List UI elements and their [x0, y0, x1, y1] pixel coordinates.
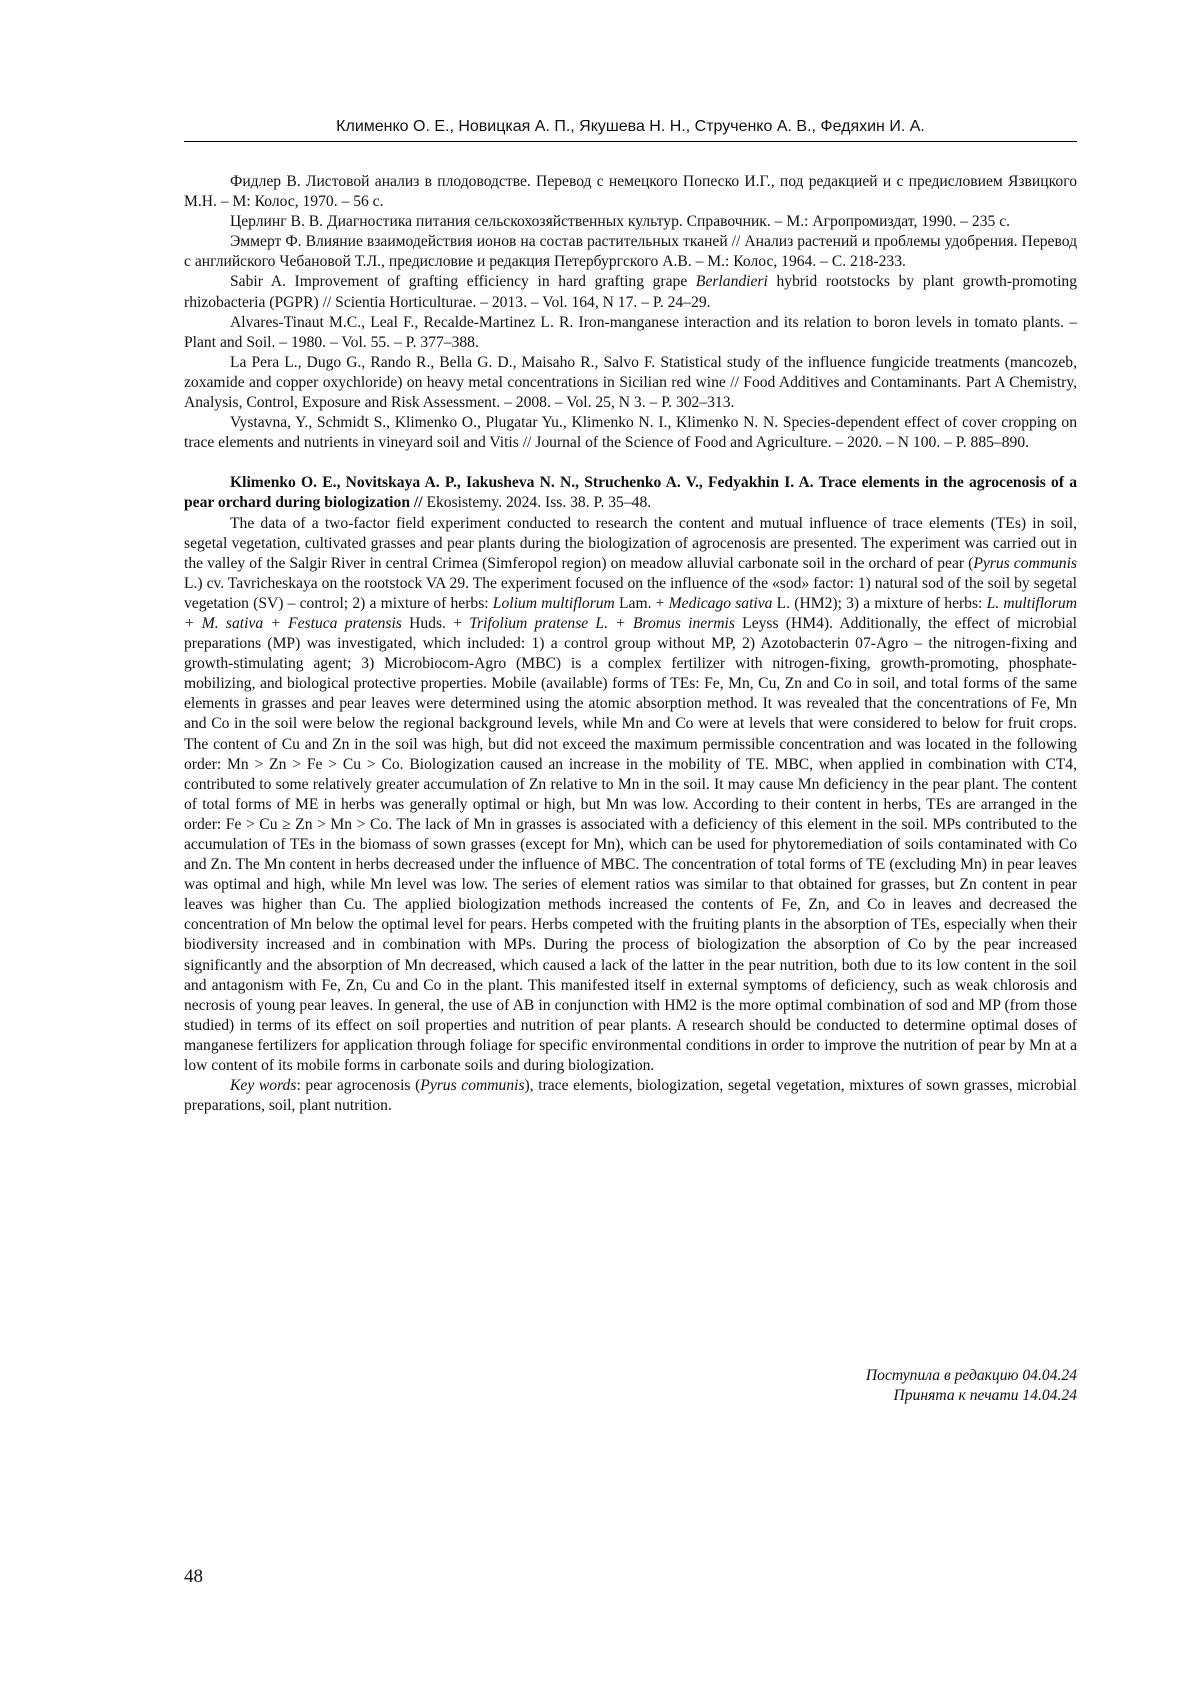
reference-item — [184, 172, 1077, 212]
abstract-run: Medicago sativa — [668, 594, 773, 612]
reference-item — [184, 232, 1077, 272]
reference-run: Berlandieri — [695, 273, 768, 291]
english-abstract — [184, 473, 1077, 1116]
abstract-citation: Ekosistemy. 2024. Iss. 38. P. 35–48. — [422, 494, 652, 512]
abstract-run: Lolium multiflorum — [492, 594, 615, 612]
abstract-run: Trifolium pratense L. + Bromus inermis — [469, 614, 735, 632]
page-number: 48 — [184, 1566, 203, 1587]
reference-list — [184, 172, 1077, 453]
reference-run: Фидлер В. Листовой анализ в плодоводстве. Перевод с немецкого Попеско И.Г., под редакцией и с предисловием Язвицкого М.Н. – М: Колос, 1970. – 56 с. — [184, 173, 1077, 211]
abstract-run: The data of a two-factor field experiment conducted to research the content and mutual influence of trace elements (TEs) in soil, segetal vegetation, cultivated grasses and pear plants during the biologization of agrocenosis are presented. The experiment was carried out in the valley of the Salgir River in central Crimea (Simferopol region) on meadow alluvial carbonate soil in the orchard of pear ( — [184, 514, 1077, 572]
abstract-run: L.) cv. Tavricheskaya on the rootstock VA 29. The experiment focused on the influence of the «sod» factor: 1) natural sod of the soil by segetal vegetation (SV) – control; 2) a mixture of herbs: — [184, 574, 1077, 612]
reference-item — [184, 212, 1077, 232]
main-content — [184, 172, 1077, 1116]
abstract-title: Klimenko O. E., Novitskaya A. P., Iakusheva N. N., Struchenko A. V., Fedyakhin I. A. Trace elements in the agrocenosis of a pear orchard during biologization // — [184, 474, 1077, 512]
reference-run: Церлинг В. В. Диагностика питания сельскохозяйственных культур. Справочник. – М.: Агропромиздат, 1990. – 235 с. — [230, 213, 1011, 231]
keywords-run: Pyrus communis — [420, 1077, 525, 1095]
keywords-run: : pear agrocenosis ( — [296, 1077, 421, 1095]
reference-run: hybrid rootstocks by plant growth-promoting rhizobacteria (PGPR) // Scientia Horticulturae. – 2013. – Vol. 164, N 17. – P. 24–29. — [184, 273, 1077, 311]
reference-run: La Pera L., Dugo G., Rando R., Bella G. D., Maisaho R., Salvo F. Statistical study of the influence fungicide treatments (mancozeb, zoxamide and copper oxychloride) on heavy metal concentrations in Sicilian red wine // Food Additives and Contaminants. Part A Chemistry, Analysis, Control, Exposure and Risk Assessment. – 2008. – Vol. 25, N 3. – P. 302–313. — [184, 353, 1077, 412]
reference-run: Эммерт Ф. Влияние взаимодействия ионов на состав растительных тканей // Анализ растений и проблемы удобрения. Перевод с английского Чебановой Т.Л., предисловие и редакция Петербургского А.В. – М.: Колос, 1964. – С. 218-233. — [184, 233, 1077, 271]
abstract-run: L. multiflorum + M. sativa + Festuca pratensis — [184, 594, 1077, 632]
accepted-date: Принята к печати 14.04.24 — [893, 1387, 1077, 1404]
abstract-run: L. (HM2); 3) a mixture of herbs: — [772, 594, 987, 612]
abstract-run: Huds. + — [401, 614, 470, 632]
reference-item — [184, 413, 1077, 453]
keywords — [184, 1076, 1077, 1116]
keywords-run: ), trace elements, biologization, segetal vegetation, mixtures of sown grasses, microbial preparations, soil, plant nutrition. — [184, 1077, 1078, 1115]
abstract-run: Pyrus communis — [973, 554, 1078, 572]
reference-run: Vystavna, Y., Schmidt S., Klimenko O., Plugatar Yu., Klimenko N. I., Klimenko N. N. Species-dependent effect of cover cropping on trace elements and nutrients in vineyard soil and Vitis // Journal of the Science of Food and Agriculture. – 2020. – N 100. – P. 885–890. — [184, 414, 1077, 452]
keywords-run: Key words — [230, 1077, 297, 1095]
reference-run: Alvares-Tinaut M.C., Leal F., Recalde-Martinez L. R. Iron-manganese interaction and its relation to boron levels in tomato plants. – Plant and Soil. – 1980. – Vol. 55. – P. 377–388. — [184, 313, 1077, 351]
reference-item — [184, 272, 1077, 312]
abstract-heading — [184, 473, 1077, 513]
received-date: Поступила в редакцию 04.04.24 — [865, 1367, 1077, 1384]
reference-item — [184, 313, 1077, 353]
abstract-run: Leyss (HM4). Additionally, the effect of microbial preparations (MP) was investigated, which included: 1) a control group without MP, 2) Azotobacterin 07-Agro – the nitrogen-fixing and growth-stimulating agent; 3) Microbiocom-Agro (MBC) is a complex fertilizer with nitrogen-fixing, growth-promoting, phosphate-mobilizing, and biological protective properties. Mobile (available) forms of TEs: Fe, Mn, Cu, Zn and Co in soil, and total forms of the same elements in grasses and pear leaves were determined using the atomic absorption method. It was revealed that the concentrations of Fe, Mn and Co in the soil were below the regional background levels, while Mn and Co were at levels that were considered to below for fruit crops. The content of Cu and Zn in the soil was high, but did not exceed the maximum permissible concentration and was located in the following order: Mn > Zn > Fe > Cu > Co. Biologization caused an increase in the mobility of TE. MBC, when applied in combination with CT4, contributed to some relatively greater accumulation of Zn relative to Mn in the soil. It may cause Mn deficiency in the pear plant. The content of total forms of ME in herbs was generally optimal or high, but Mn was low. According to their content in herbs, TEs are arranged in the order: Fe > Cu ≥ Zn > Mn > Co. The lack of Mn in grasses is associated with a deficiency of this element in the soil. MPs contributed to the accumulation of TEs in the biomass of sown grasses (except for Mn), which can be used for phytoremediation of soils contaminated with Co and Zn. The Mn content in herbs decreased under the influence of MBC. The concentration of total forms of TE (excluding Mn) in pear leaves was optimal and high, while Mn level was low. The series of element ratios was similar to that obtained for grasses, but Zn content in pear leaves was higher than Cu. The applied biologization methods increased the contents of Fe, Zn, and Co in leaves and decreased the concentration of Mn below the optimal level for pears. Herbs competed with the fruiting plants in the absorption of TEs, especially when their biodiversity increased and in combination with MPs. During the process of biologization the absorption of Co by the pear increased significantly and the absorption of Mn decreased, which caused a lack of the latter in the pear nutrition, both due to its low content in the soil and antagonism with Fe, Zn, Cu and Co in the plant. This manifested itself in external symptoms of deficiency, such as weak chlorosis and necrosis of young pear leaves. In general, the use of AB in conjunction with HM2 is the more optimal combination of sod and MP (from those studied) in terms of its effect on soil properties and nutrition of pear plants. A research should be conducted to determine optimal doses of manganese fertilizers for application through foliage for specific environmental conditions in order to improve the nutrition of pear by Mn at a low content of its mobile forms in carbonate soils and during biologization. — [184, 614, 1077, 1075]
reference-item — [184, 353, 1077, 413]
reference-run: Sabir A. Improvement of grafting efficiency in hard grafting grape — [230, 273, 696, 291]
publication-dates — [184, 1366, 1077, 1406]
running-header: Клименко О. Е., Новицкая А. П., Якушева Н. Н., Струченко А. В., Федяхин И. А. — [184, 117, 1077, 142]
abstract-run: Lam. + — [614, 594, 669, 612]
abstract-body — [184, 514, 1077, 1077]
